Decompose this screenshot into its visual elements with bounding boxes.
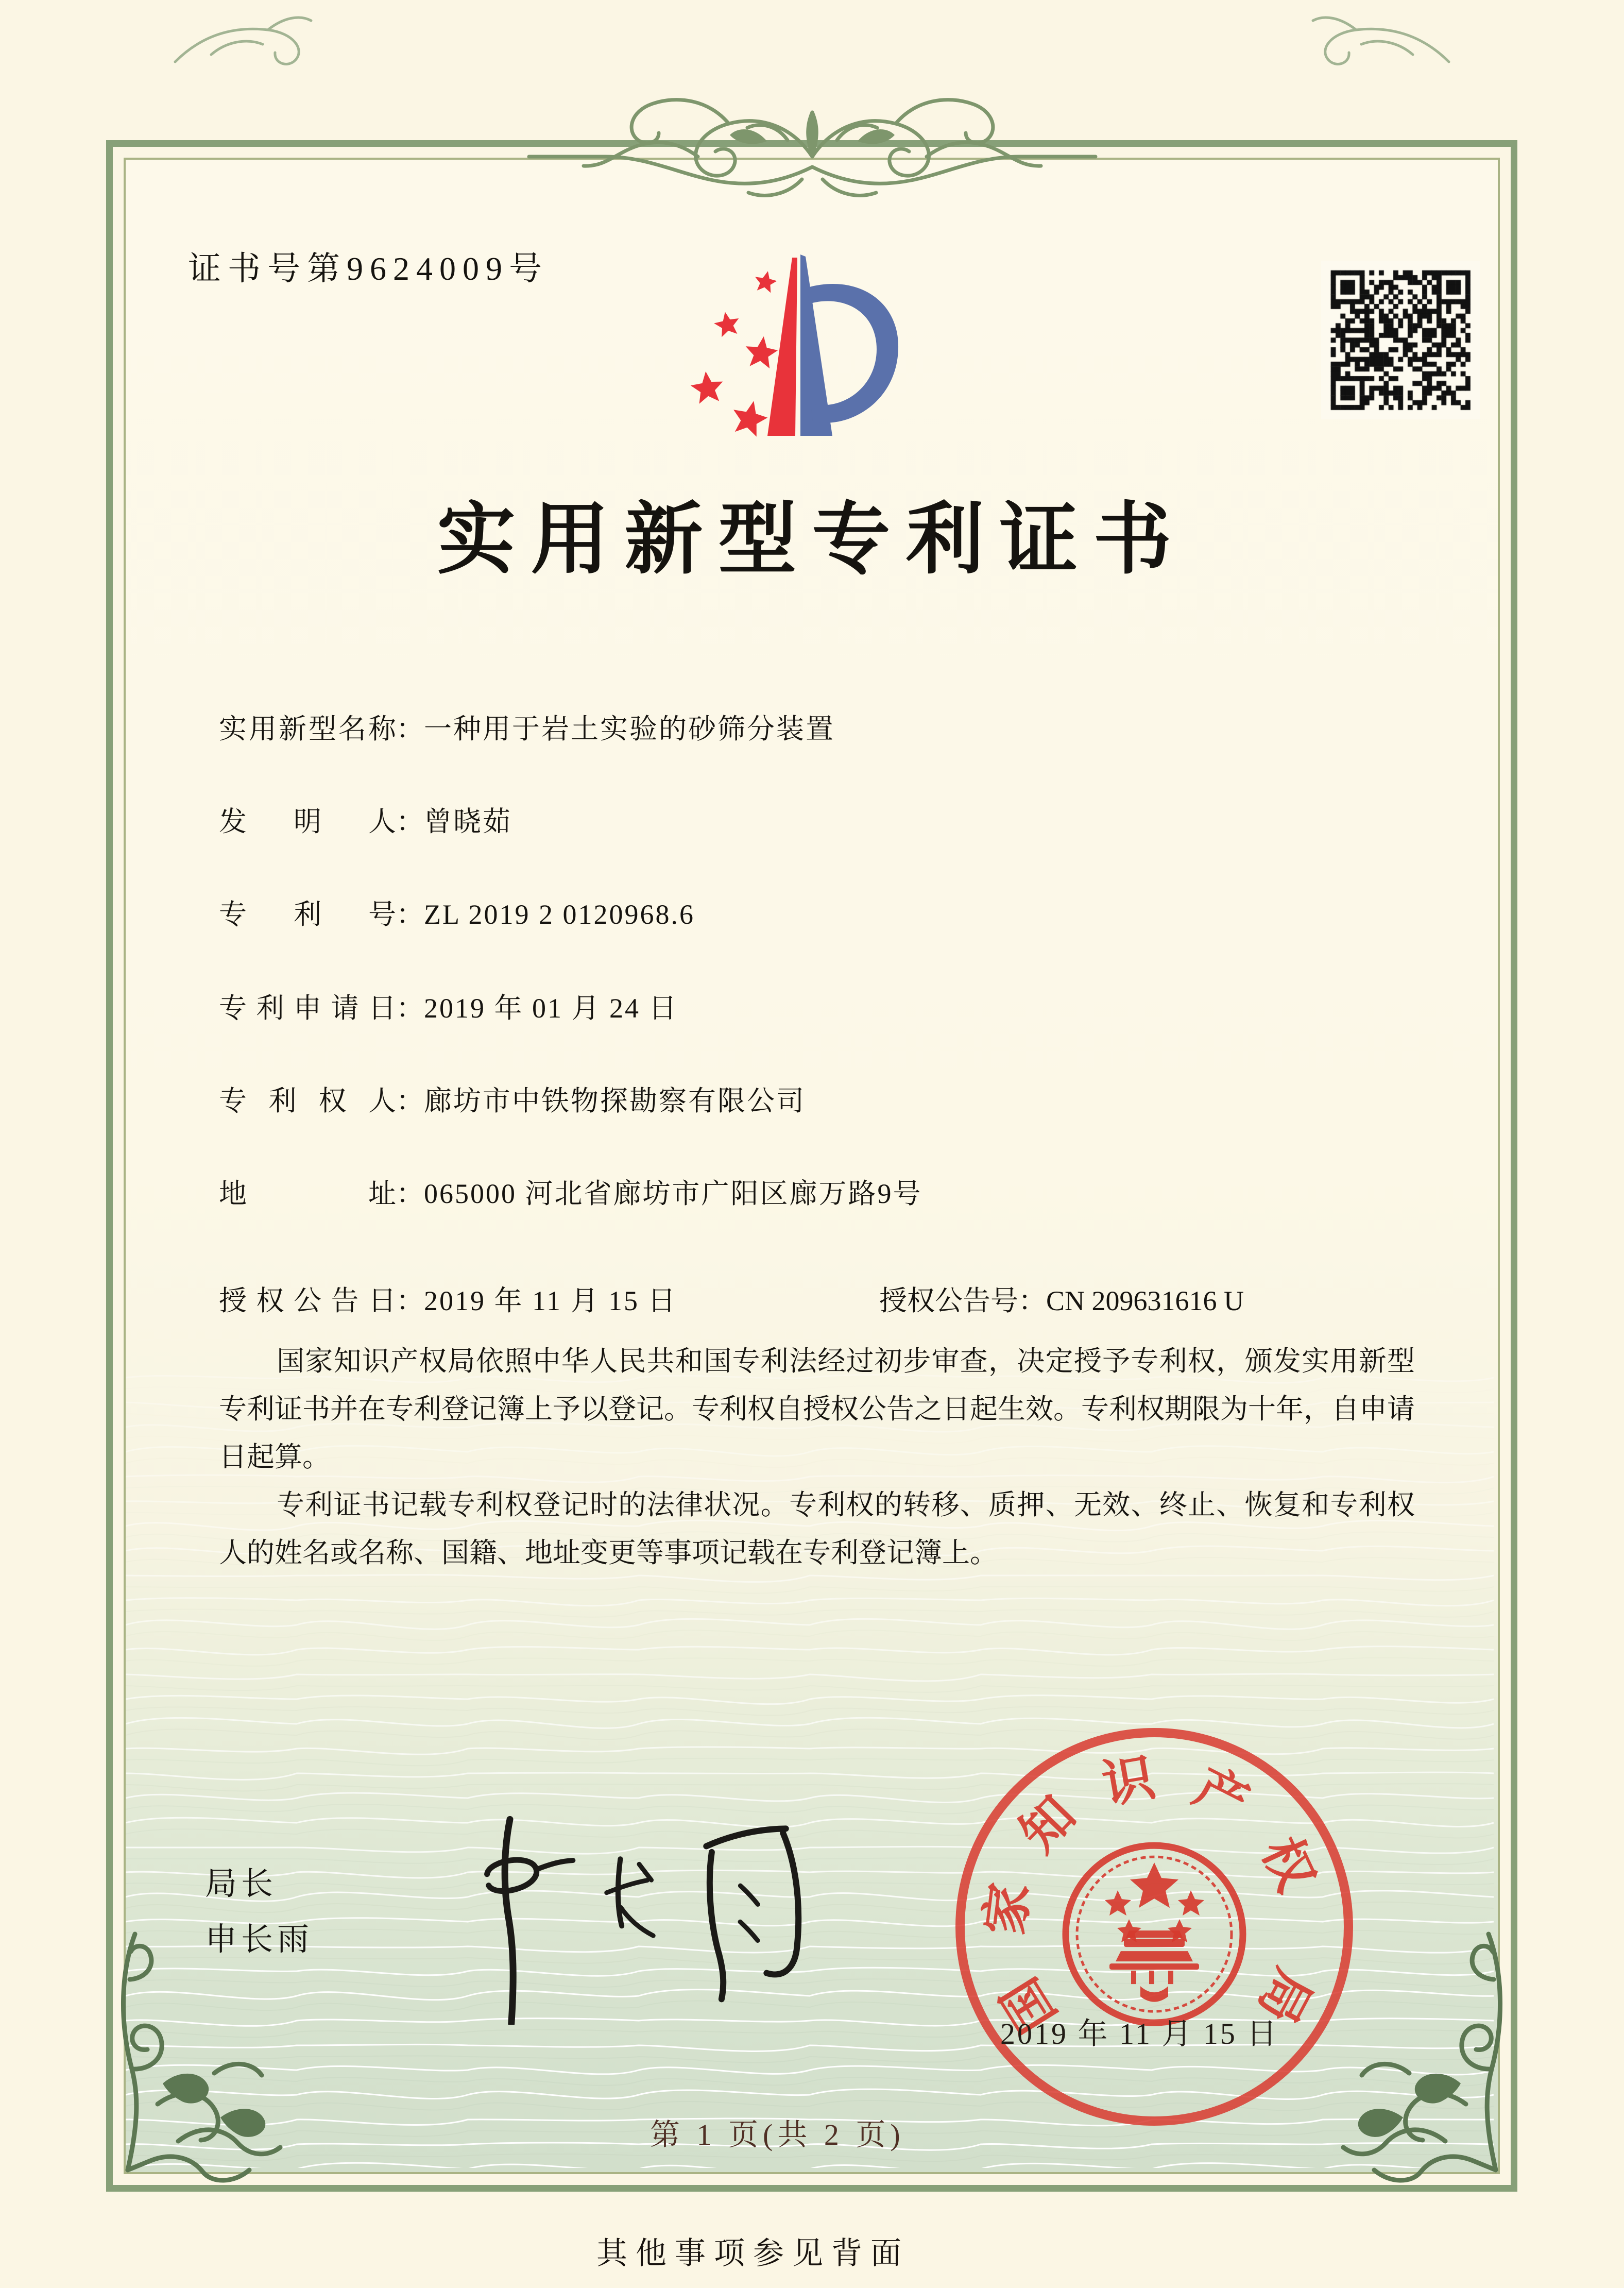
back-side-note: 其他事项参见背面	[596, 2236, 910, 2270]
signer-title: 局长	[205, 1866, 278, 1902]
field-value: 曾晓茹	[424, 806, 512, 837]
field-colon: ：	[396, 714, 424, 744]
field-value: 065000 河北省廊坊市广阳区廊万路9号	[424, 1178, 922, 1209]
field-colon: ：	[1018, 1285, 1046, 1316]
grant-number-value: CN 209631616 U	[1046, 1285, 1244, 1316]
field-value: 2019 年 01 月 24 日	[424, 993, 678, 1024]
field-colon: ：	[396, 806, 424, 837]
field-colon: ：	[396, 1285, 424, 1316]
legal-paragraph-2: 专利证书记载专利权登记时的法律状况。专利权的转移、质押、无效、终止、恢复和专利权人的姓名或名称、国籍、地址变更等事项记载在专利登记簿上。	[219, 1489, 1415, 1568]
field-label: 发明人	[219, 806, 396, 837]
seal-char: 家	[976, 1879, 1039, 1938]
qr-code-icon	[1321, 261, 1480, 419]
field-row-name	[219, 707, 835, 753]
page-number: 第 1 页(共 2 页)	[650, 2118, 905, 2151]
field-value: 2019 年 11 月 15 日	[424, 1285, 677, 1316]
legal-paragraph-1: 国家知识产权局依照中华人民共和国专利法经过初步审查，决定授予专利权，颁发实用新型专利证书并在专利登记簿上予以登记。专利权自授权公告之日起生效。专利权期限为十年，自申请日起算。	[219, 1346, 1415, 1472]
seal-char: 产	[1185, 1758, 1257, 1833]
field-colon: ：	[396, 899, 424, 930]
field-label: 授权公告日	[219, 1285, 396, 1316]
logo-red-wedge	[767, 258, 797, 436]
field-label: 专利权人	[219, 1086, 396, 1116]
seal-char: 国	[991, 1968, 1067, 2042]
field-label: 地址	[219, 1178, 396, 1209]
shen-changyu-signature-icon	[453, 1803, 834, 2025]
seal-char: 知	[1010, 1786, 1087, 1863]
seal-date: 2019 年 11 月 15 日	[1000, 2017, 1279, 2050]
field-row-grant-date	[219, 1279, 1244, 1325]
field-label: 实用新型名称	[219, 714, 396, 744]
grant-number-group	[879, 1279, 1244, 1318]
field-colon: ：	[396, 993, 424, 1024]
cnipa-logo-icon	[685, 251, 907, 455]
top-left-edge-curl	[170, 5, 314, 72]
field-row-patentee	[219, 1079, 806, 1125]
field-colon: ：	[396, 1086, 424, 1116]
seal-char: 权	[1251, 1829, 1325, 1900]
seal-char: 识	[1098, 1749, 1159, 1815]
field-value: ZL 2019 2 0120968.6	[424, 899, 695, 930]
seal-char: 局	[1247, 1960, 1322, 2032]
field-label: 专利申请日	[219, 993, 396, 1024]
field-row-filing-date	[219, 986, 678, 1032]
grant-number-label: 授权公告号	[879, 1285, 1018, 1316]
field-row-inventor	[219, 800, 512, 846]
field-value: 一种用于岩土实验的砂筛分装置	[424, 714, 835, 744]
logo-stars	[689, 269, 779, 439]
top-right-edge-curl	[1310, 5, 1454, 72]
cnipa-round-seal-icon	[955, 1728, 1353, 2126]
field-colon: ：	[396, 1178, 424, 1209]
signer-name: 申长雨	[205, 1922, 314, 1957]
legal-text-block	[219, 1337, 1415, 1577]
certificate-number: 证书号第9624009号	[188, 250, 549, 287]
document-title: 实用新型专利证书	[437, 497, 1187, 583]
field-row-patent-no	[219, 892, 695, 939]
field-label: 专利号	[219, 899, 396, 930]
field-row-address	[219, 1172, 922, 1218]
field-value: 廊坊市中铁物探勘察有限公司	[424, 1086, 806, 1116]
